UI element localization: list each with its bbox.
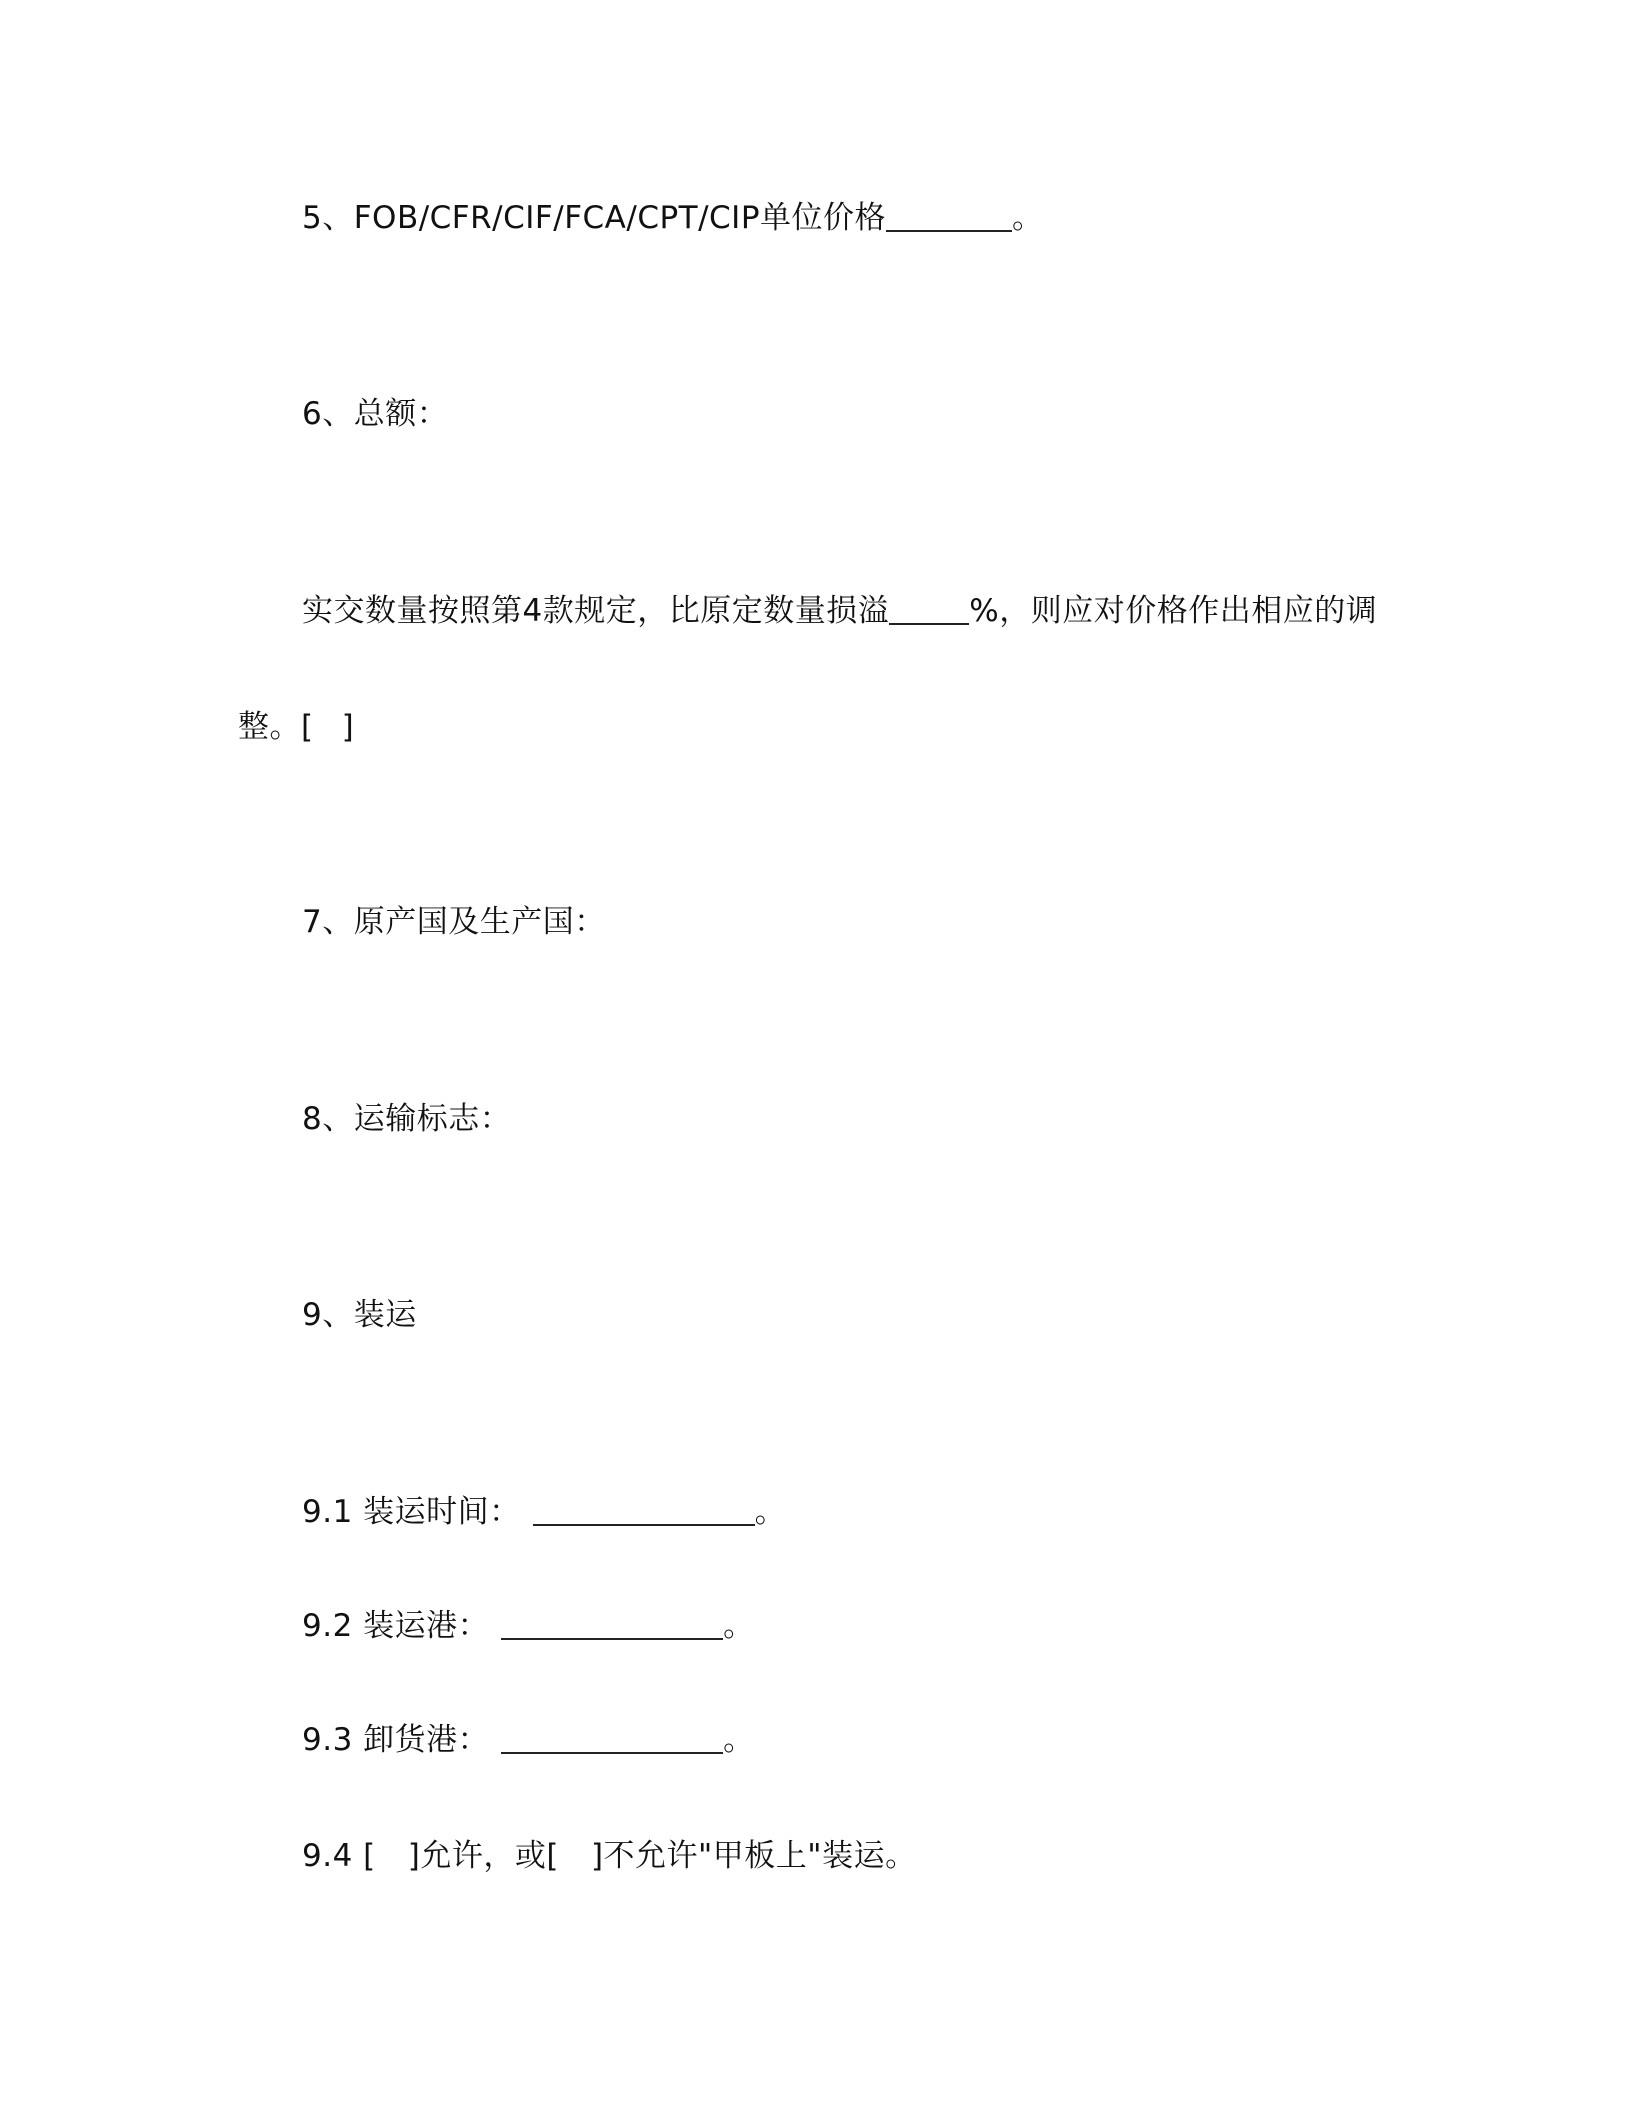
quantity-adjustment-continuation [238, 707, 354, 747]
shipment-time-blank[interactable] [533, 1492, 755, 1526]
shipment-time-label: 9.1 装运时间： [302, 1494, 521, 1530]
shipment-label: 9、装运 [302, 1297, 417, 1333]
adjustment-text-2: %，则应对价格作出相应的调 [969, 593, 1378, 629]
on-deck-text-3: ]不允许"甲板上"装运。 [590, 1838, 917, 1874]
on-deck-text-1: 9.4 [ [302, 1838, 376, 1874]
adjustment-text-3: 整。[ [238, 709, 314, 745]
on-deck-text-2: ]允许，或[ [407, 1838, 559, 1874]
discharge-port-label: 9.3 卸货港： [302, 1722, 490, 1758]
shipment-time-clause [302, 1492, 786, 1532]
unit-price-blank[interactable] [886, 198, 1012, 232]
loading-port-blank[interactable] [501, 1606, 723, 1640]
shipping-marks-clause [302, 1099, 511, 1139]
tolerance-percent-blank[interactable] [889, 591, 969, 625]
discharge-port-clause [302, 1720, 755, 1760]
shipment-time-suffix: 。 [754, 1494, 787, 1530]
discharge-port-suffix: 。 [723, 1722, 755, 1758]
loading-port-suffix: 。 [723, 1608, 755, 1644]
origin-clause [302, 902, 606, 942]
loading-port-clause [302, 1606, 755, 1646]
total-amount-clause [302, 394, 448, 434]
unit-price-suffix: 。 [1012, 200, 1044, 236]
adjustment-text-4: ] [341, 709, 355, 745]
total-amount-label: 6、总额： [302, 396, 449, 432]
origin-label: 7、原产国及生产国： [302, 904, 606, 940]
quantity-adjustment-clause [302, 591, 1377, 631]
discharge-port-blank[interactable] [501, 1720, 723, 1754]
adjustment-text-1: 实交数量按照第4款规定，比原定数量损溢 [302, 593, 890, 629]
loading-port-label: 9.2 装运港： [302, 1608, 490, 1644]
unit-price-clause [302, 198, 1044, 238]
on-deck-clause [302, 1836, 917, 1876]
shipment-heading [302, 1295, 417, 1335]
unit-price-label: 5、FOB/CFR/CIF/FCA/CPT/CIP单位价格 [302, 200, 887, 236]
shipping-marks-label: 8、运输标志： [302, 1101, 512, 1137]
